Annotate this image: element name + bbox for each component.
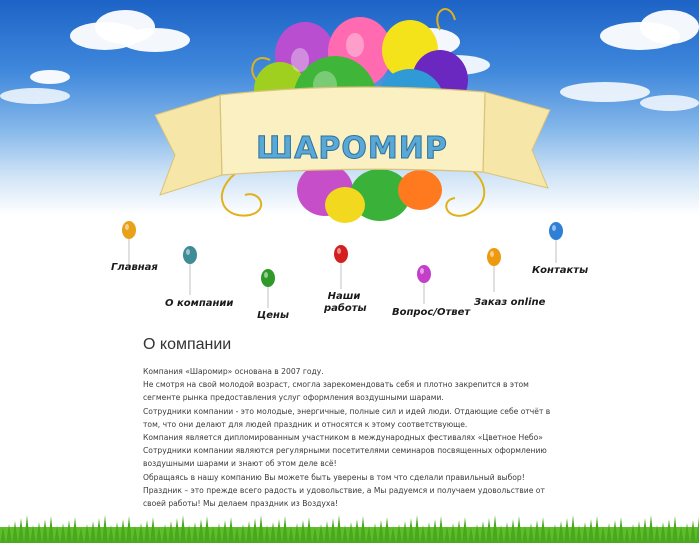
- balloon-icon-faq: [413, 264, 435, 304]
- balloon-icon-works: [330, 244, 352, 289]
- balloon-icon-order: [483, 247, 505, 292]
- paragraph: Праздник – это прежде всего радость и удовольствие, а Мы радуемся и получаем удовольствие от своей работы! Мы делаем праздник из Воздуха!: [143, 485, 545, 509]
- nav-label-works[interactable]: Наши работы: [324, 291, 367, 314]
- paragraph: Обращаясь в нашу компанию Вы можете быть уверены в том что сделали правильный выбор!: [143, 472, 525, 482]
- paragraph: Сотрудники компании - это молодые, энергичные, полные сил и идей люди. Отдающие себе отчёт в том, что они делают для людей праздник и относятся к этому соответствующе.: [143, 406, 551, 429]
- balloon-icon-about: [179, 245, 201, 295]
- nav-item-order[interactable]: [483, 247, 505, 292]
- nav-label-contacts[interactable]: Контакты: [532, 265, 589, 276]
- balloon-shape: [417, 265, 431, 283]
- nav-label-faq[interactable]: Вопрос/Ответ: [392, 307, 471, 318]
- balloon-shape: [183, 246, 197, 264]
- paragraph: Не смотря на свой молодой возраст, смогла зарекомендовать себя и плотно закрепится в этом сегменте рынка предоставления услуг оформления воздушными шарами.: [143, 380, 529, 403]
- nav-label-about[interactable]: О компании: [165, 298, 234, 309]
- balloon-icon-prices: [257, 268, 279, 308]
- balloon-shape: [334, 245, 348, 263]
- balloon-shape: [261, 269, 275, 287]
- nav-item-works[interactable]: [330, 244, 352, 289]
- nav-label-home[interactable]: Главная: [111, 262, 158, 273]
- grass-footer: [0, 513, 699, 543]
- nav-label-prices[interactable]: Цены: [257, 310, 290, 321]
- hero-balloons-banner: [150, 0, 555, 240]
- nav-label-order[interactable]: Заказ online: [474, 297, 546, 308]
- paragraph: Компания является дипломированным участником в международных фестивалях «Цветное Небо»: [143, 433, 543, 443]
- balloon-shape: [122, 221, 136, 239]
- balloon-icon-contacts: [545, 221, 567, 263]
- main-content: [143, 336, 568, 510]
- balloon-shape: [549, 222, 563, 240]
- nav-item-contacts[interactable]: [545, 221, 567, 263]
- balloon-shape: [487, 248, 501, 266]
- nav-item-prices[interactable]: [257, 268, 279, 308]
- nav-item-faq[interactable]: [413, 264, 435, 304]
- paragraph: Компания «Шаромир» основана в 2007 году.: [143, 367, 324, 376]
- page-title: О компании: [143, 336, 232, 353]
- nav-item-about[interactable]: [179, 245, 201, 295]
- paragraph: Сотрудники компании являются регулярными посетителями семинаров посвященных оформлению воздушными шарами и знают об этом деле всё!: [143, 446, 547, 469]
- logo-text: ШАРОМИР: [256, 131, 448, 166]
